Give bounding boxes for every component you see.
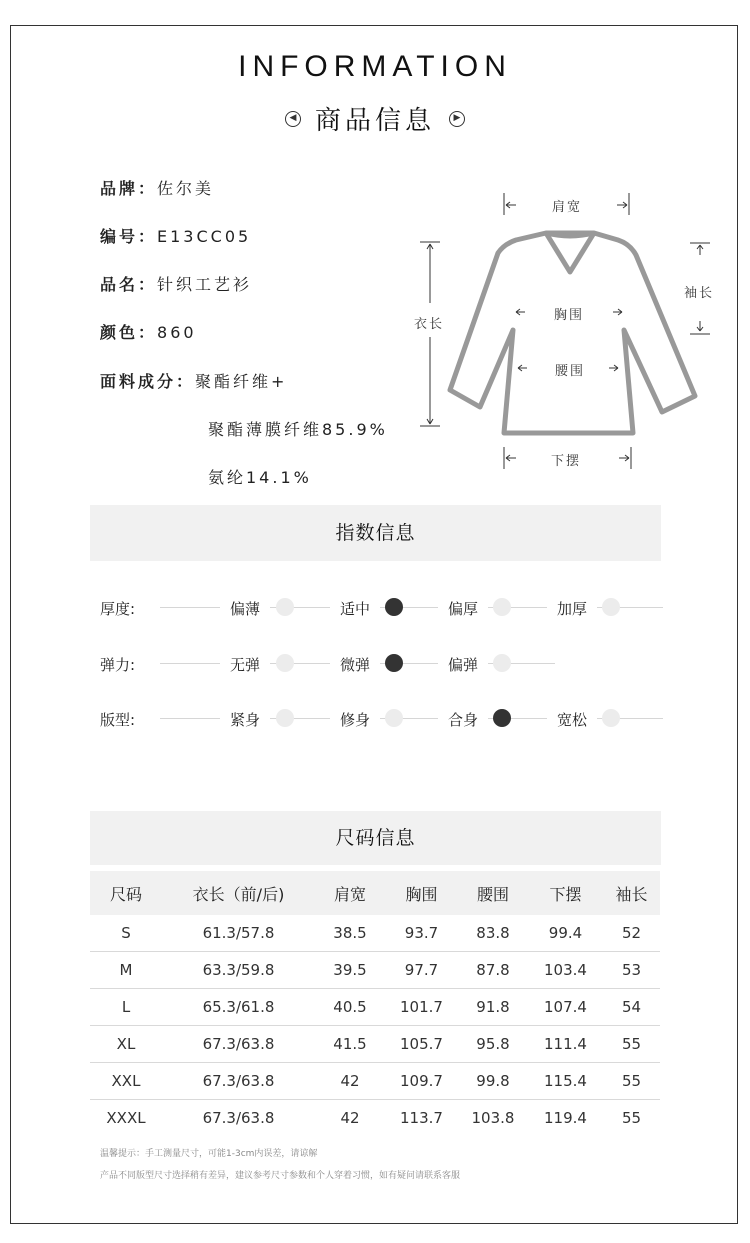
cell-shoulder: 40.5 <box>315 989 385 1026</box>
fit-dot-1 <box>276 709 294 727</box>
label-waist: 腰围 <box>555 364 586 379</box>
color-label: 颜色： <box>100 323 158 342</box>
cell-sleeve: 53 <box>603 952 660 989</box>
cell-chest: 93.7 <box>385 915 458 952</box>
brand-row <box>100 176 214 199</box>
fabric-value-1: 聚酯纤维+ <box>195 372 288 391</box>
sweater-outline <box>450 233 695 433</box>
fit-label: 版型: <box>100 711 136 729</box>
header-chest: 胸围 <box>385 871 458 915</box>
brand-value: 佐尔美 <box>157 179 215 198</box>
cell-chest: 97.7 <box>385 952 458 989</box>
elasticity-option-1: 无弹 <box>220 654 270 675</box>
thickness-dot-1 <box>276 598 294 616</box>
cell-size: XXL <box>90 1063 162 1100</box>
table-row <box>90 952 660 989</box>
cell-shoulder: 39.5 <box>315 952 385 989</box>
cell-waist: 103.8 <box>471 1109 515 1127</box>
cell-waist: 99.8 <box>458 1063 528 1100</box>
fit-option-4: 宽松 <box>547 709 597 730</box>
size-table <box>90 871 660 1136</box>
cell-hem: 107.4 <box>528 989 603 1026</box>
elasticity-dot-2 <box>385 654 403 672</box>
header-length: 衣长（前/后) <box>162 871 315 915</box>
thickness-option-4: 加厚 <box>547 598 597 619</box>
header-waist: 腰围 <box>458 871 528 915</box>
left-arrow-icon: ◀ <box>285 111 301 127</box>
color-value: 860 <box>157 323 197 342</box>
table-row <box>90 1100 660 1137</box>
thickness-label: 厚度: <box>100 600 136 618</box>
cell-chest: 105.7 <box>385 1026 458 1063</box>
cell-length: 65.3/61.8 <box>162 989 315 1026</box>
cell-shoulder: 41.5 <box>315 1026 385 1063</box>
v-neck <box>546 233 594 272</box>
note-line-1: 温馨提示：手工测量尺寸，可能1-3cm内误差，请谅解 <box>100 1149 318 1159</box>
label-shoulder: 肩宽 <box>552 200 583 215</box>
thickness-dot-2 <box>385 598 403 616</box>
thickness-dot-3 <box>493 598 511 616</box>
cell-shoulder: 42 <box>340 1109 360 1127</box>
fit-dot-4 <box>602 709 620 727</box>
cell-sleeve: 55 <box>603 1063 660 1100</box>
size-section-title: 尺码信息 <box>90 811 661 865</box>
fit-option-1: 紧身 <box>220 709 270 730</box>
fit-option-3: 合身 <box>438 709 488 730</box>
cell-length: 67.3/63.8 <box>202 1109 275 1127</box>
cell-size: L <box>90 989 162 1026</box>
cell-shoulder: 42 <box>315 1063 385 1100</box>
cell-chest: 113.7 <box>400 1109 443 1127</box>
cell-chest: 101.7 <box>385 989 458 1026</box>
thickness-dot-4 <box>602 598 620 616</box>
elasticity-option-3: 偏弹 <box>438 654 488 675</box>
label-hem: 下摆 <box>551 454 582 469</box>
cell-hem: 103.4 <box>528 952 603 989</box>
cell-size: S <box>90 915 162 952</box>
fabric-row <box>100 369 287 392</box>
cell-sleeve: 55 <box>621 1109 642 1127</box>
index-section-title: 指数信息 <box>90 505 661 561</box>
cell-length: 61.3/57.8 <box>162 915 315 952</box>
elasticity-option-2: 微弹 <box>330 654 380 675</box>
header-shoulder: 肩宽 <box>315 871 385 915</box>
garment-diagram <box>400 185 720 475</box>
cell-waist: 95.8 <box>458 1026 528 1063</box>
cell-hem: 99.4 <box>528 915 603 952</box>
fabric-value-3: 氨纶14.1% <box>208 468 312 487</box>
cell-size: M <box>90 952 162 989</box>
table-row <box>90 1063 660 1100</box>
fabric-label: 面料成分： <box>100 372 196 391</box>
note-line-2: 产品不同版型尺寸选择稍有差异，建议参考尺寸参数和个人穿着习惯，如有疑问请联系客服 <box>100 1171 461 1181</box>
brand-label: 品牌： <box>100 179 158 198</box>
name-label: 品名： <box>100 275 158 294</box>
label-chest: 胸围 <box>554 308 585 323</box>
cell-shoulder: 38.5 <box>315 915 385 952</box>
thickness-option-3: 偏厚 <box>438 598 488 619</box>
table-row <box>90 1026 660 1063</box>
cell-waist: 87.8 <box>458 952 528 989</box>
cell-sleeve: 52 <box>603 915 660 952</box>
title-zh: 商品信息 <box>314 106 435 136</box>
cell-size: XL <box>90 1026 162 1063</box>
header-sleeve: 袖长 <box>603 871 660 915</box>
cell-size: XXXL <box>106 1109 146 1127</box>
cell-sleeve: 54 <box>603 989 660 1026</box>
color-row <box>100 320 197 343</box>
right-arrow-icon: ▶ <box>449 111 465 127</box>
size-table-header <box>90 871 660 915</box>
fit-dot-3 <box>493 709 511 727</box>
code-value: E13CC05 <box>157 227 252 246</box>
table-row <box>90 915 660 952</box>
title-zh-row <box>0 100 750 137</box>
fit-dot-2 <box>385 709 403 727</box>
header-size: 尺码 <box>90 871 162 915</box>
cell-length: 67.3/63.8 <box>162 1063 315 1100</box>
label-sleeve: 袖长 <box>684 286 715 301</box>
cell-length: 67.3/63.8 <box>162 1026 315 1063</box>
label-length: 衣长 <box>414 317 445 332</box>
cell-waist: 83.8 <box>458 915 528 952</box>
fit-option-2: 修身 <box>330 709 380 730</box>
cell-length: 63.3/59.8 <box>162 952 315 989</box>
thickness-option-1: 偏薄 <box>220 598 270 619</box>
cell-waist: 91.8 <box>458 989 528 1026</box>
fabric-value-2: 聚酯薄膜纤维85.9% <box>208 420 388 439</box>
elasticity-dot-1 <box>276 654 294 672</box>
cell-hem: 115.4 <box>528 1063 603 1100</box>
name-value: 针织工艺衫 <box>157 275 253 294</box>
title-en: INFORMATION <box>238 50 512 83</box>
header-hem: 下摆 <box>528 871 603 915</box>
elasticity-label: 弹力: <box>100 656 136 674</box>
elasticity-dot-3 <box>493 654 511 672</box>
table-row <box>90 989 660 1026</box>
code-label: 编号： <box>100 227 158 246</box>
name-row <box>100 272 252 295</box>
cell-hem: 119.4 <box>544 1109 587 1127</box>
cell-chest: 109.7 <box>385 1063 458 1100</box>
thickness-option-2: 适中 <box>330 598 380 619</box>
cell-hem: 111.4 <box>528 1026 603 1063</box>
code-row <box>100 224 251 247</box>
cell-sleeve: 55 <box>603 1026 660 1063</box>
